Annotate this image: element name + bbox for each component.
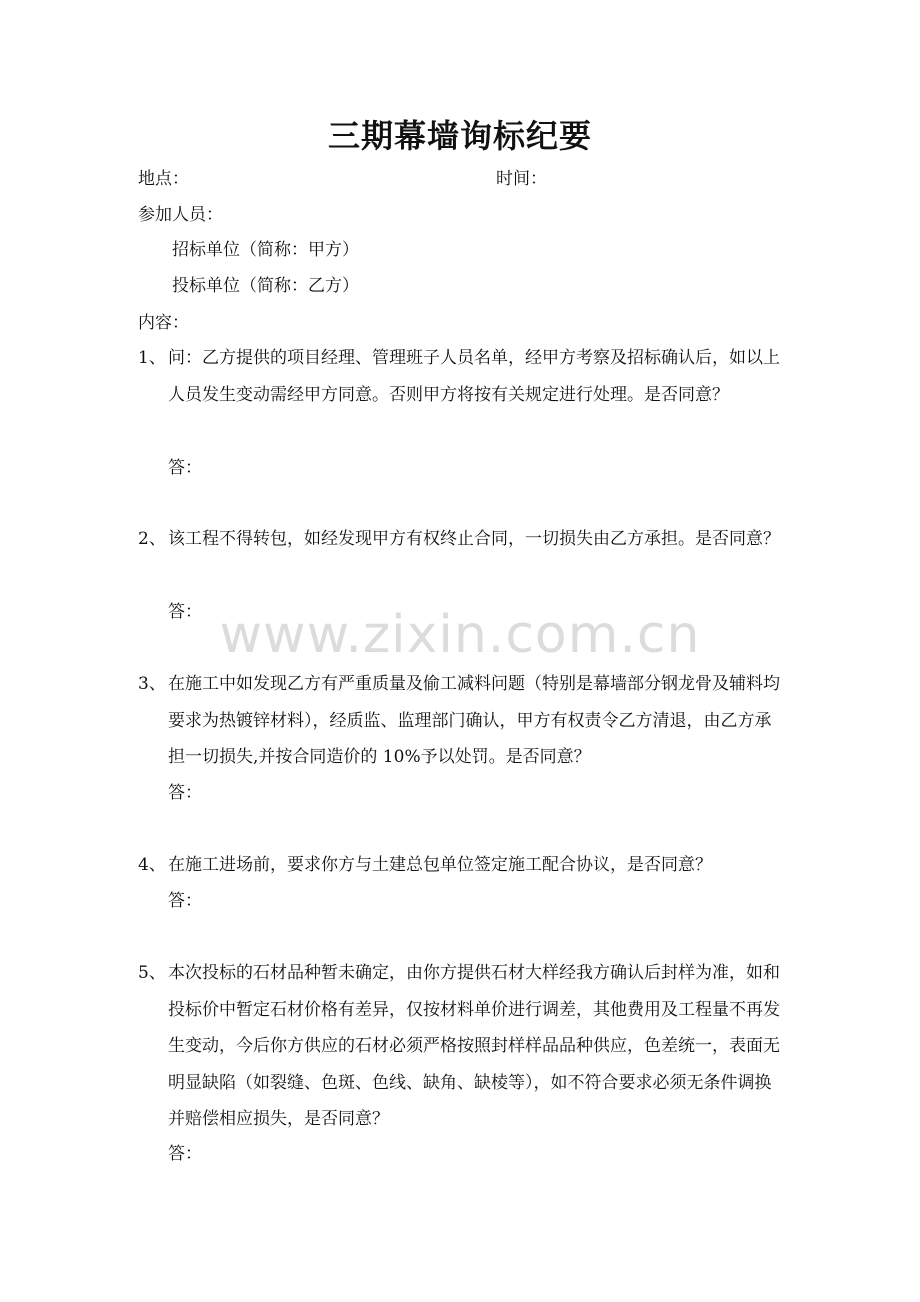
question-number: 3、 bbox=[138, 674, 166, 694]
attendees-label: 参加人员： bbox=[138, 205, 223, 225]
question-5 bbox=[138, 955, 783, 1138]
question-text: 该工程不得转包，如经发现甲方有权终止合同，一切损失由乙方承担。是否同意？ bbox=[168, 529, 780, 549]
question-number: 5、 bbox=[138, 963, 166, 983]
question-text: 在施工进场前，要求你方与土建总包单位签定施工配合协议，是否同意？ bbox=[168, 855, 712, 875]
attendee-tenderer: 招标单位（简称：甲方） bbox=[172, 240, 359, 260]
question-number: 4、 bbox=[138, 855, 166, 875]
question-number: 1、 bbox=[138, 348, 166, 368]
answer-5-label: 答： bbox=[168, 1144, 202, 1164]
document-title: 三期幕墙询标纪要 bbox=[327, 117, 592, 155]
question-text: 在施工中如发现乙方有严重质量及偷工减料问题（特别是幕墙部分钢龙骨及辅料均要求为热镀锌材料），经质监、监理部门确认，甲方有权责令乙方清退，由乙方承担一切损失,并按合同造价的 10%予以处罚。是否同意？ bbox=[168, 674, 780, 767]
question-number: 2、 bbox=[138, 529, 166, 549]
question-3 bbox=[138, 666, 783, 776]
time-label: 时间： bbox=[496, 169, 547, 189]
question-text: 本次投标的石材品种暂未确定，由你方提供石材大样经我方确认后封样为准，如和投标价中暂定石材价格有差异，仅按材料单价进行调差，其他费用及工程量不再发生变动，今后你方供应的石材必须严格按照封样样品品种供应，色差统一，表面无明显缺陷（如裂缝、色斑、色线、缺角、缺棱等），如不符合要求必须无条件调换并赔偿相应损失，是否同意？ bbox=[168, 963, 780, 1129]
question-1 bbox=[138, 340, 783, 413]
location-label: 地点： bbox=[138, 169, 189, 189]
content-label: 内容： bbox=[138, 313, 189, 333]
answer-4-label: 答： bbox=[168, 891, 202, 911]
answer-2-label: 答： bbox=[168, 602, 202, 622]
question-2 bbox=[138, 521, 783, 558]
question-4 bbox=[138, 847, 783, 884]
question-text: 问：乙方提供的项目经理、管理班子人员名单，经甲方考察及招标确认后，如以上人员发生变动需经甲方同意。否则甲方将按有关规定进行处理。是否同意？ bbox=[168, 348, 780, 405]
answer-1-label: 答： bbox=[168, 458, 202, 478]
attendee-bidder: 投标单位（简称：乙方） bbox=[172, 276, 359, 296]
watermark: www.zixin.com.cn bbox=[219, 605, 701, 665]
answer-3-label: 答： bbox=[168, 783, 202, 803]
